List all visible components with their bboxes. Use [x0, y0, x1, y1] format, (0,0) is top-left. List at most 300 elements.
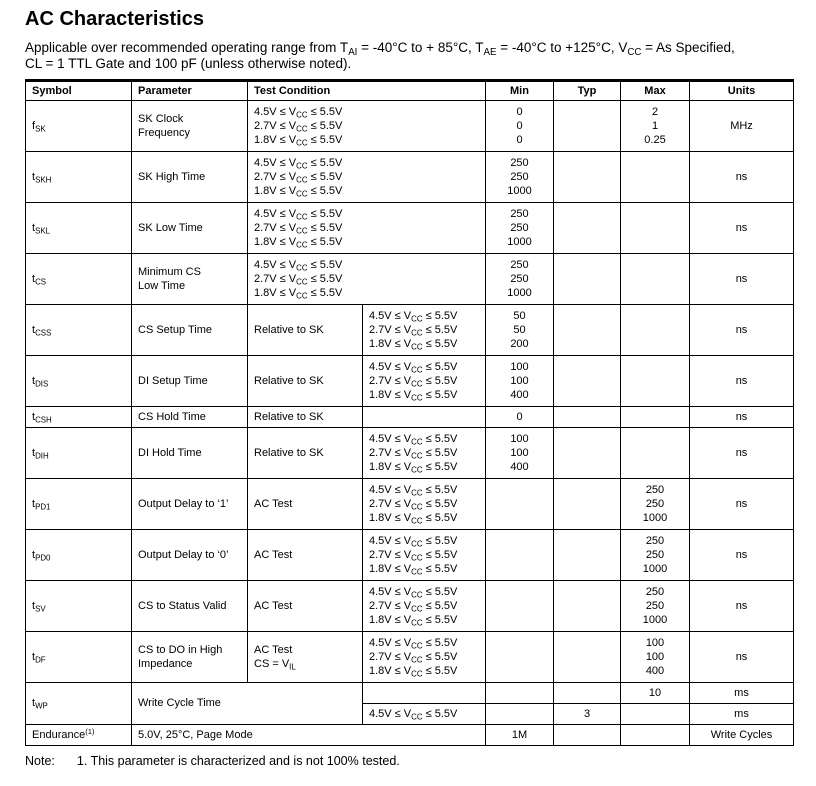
vcc-range: [369, 374, 479, 388]
vcc-sub: CC: [411, 516, 423, 526]
symbol-cell: [26, 356, 132, 407]
symbol: t: [32, 497, 36, 510]
min-cell: [486, 305, 554, 356]
header-test-condition: Test Condition: [248, 81, 486, 101]
units-cell: [690, 254, 794, 305]
min-cell: [486, 152, 554, 203]
parameter-cell: [132, 479, 248, 530]
parameter-line: Impedance: [138, 658, 193, 670]
symbol-cell: [26, 305, 132, 356]
max-value: 1000: [642, 614, 668, 627]
vcc-cell: [363, 356, 486, 407]
max-value: 0.25: [644, 134, 666, 147]
symbol-subscript: CS: [35, 277, 47, 287]
symbol: t: [32, 446, 36, 459]
vcc-range: [369, 650, 479, 664]
vcc-sub: CC: [411, 669, 423, 679]
parameter-line: Low Time: [138, 280, 186, 292]
vcc-pre: 4.5V ≤ V: [254, 207, 297, 220]
vcc-sub: CC: [411, 328, 423, 338]
min-value: 50: [513, 309, 526, 322]
vcc-range: [369, 360, 479, 374]
vcc-range: [369, 309, 479, 323]
symbol: t: [32, 170, 36, 183]
max-value: 250: [645, 497, 665, 510]
symbol-cell: [26, 632, 132, 683]
vcc-post: ≤ 5.5V: [422, 707, 458, 720]
min-cell: [486, 479, 554, 530]
vcc-post: ≤ 5.5V: [307, 207, 343, 220]
table-row: [26, 305, 794, 356]
vcc-post: ≤ 5.5V: [422, 585, 458, 598]
max-cell: [621, 407, 690, 428]
vcc-sub: CC: [411, 465, 423, 475]
vcc-sub: CC: [411, 655, 423, 665]
vcc-post: ≤ 5.5V: [422, 483, 458, 496]
min-value: 400: [510, 389, 529, 402]
max-cell: [621, 581, 690, 632]
vcc-sub: CC: [296, 189, 308, 199]
table-row-write-cycle: [26, 683, 794, 704]
reference-line: Relative to SK: [254, 374, 324, 387]
units-cell: [690, 203, 794, 254]
vcc-post: ≤ 5.5V: [422, 432, 458, 445]
table-row-endurance: [26, 725, 794, 746]
vcc-cell: [248, 101, 486, 152]
parameter-line: DI Setup Time: [138, 374, 208, 387]
vcc-pre: 1.8V ≤ V: [369, 614, 412, 627]
vcc-range: [369, 497, 479, 511]
parameter-cell: [132, 305, 248, 356]
page-title: AC Characteristics: [25, 8, 204, 30]
vcc-post: ≤ 5.5V: [422, 389, 458, 402]
typ-cell: [554, 305, 621, 356]
vcc-post: ≤ 5.5V: [422, 374, 458, 387]
min-value: 100: [510, 446, 529, 459]
symbol-subscript: DIH: [35, 451, 49, 461]
vcc-post: ≤ 5.5V: [307, 272, 343, 285]
max-value: 100: [645, 650, 665, 663]
symbol-cell: [26, 203, 132, 254]
min-value: 0: [516, 119, 523, 132]
symbol: t: [32, 599, 36, 612]
vcc-pre: 4.5V ≤ V: [369, 483, 412, 496]
vcc-cell: [363, 683, 486, 704]
units-cell: [690, 725, 794, 746]
vcc-range: [369, 585, 479, 599]
reference-line: Relative to SK: [254, 410, 324, 423]
parameter-cell: [132, 152, 248, 203]
vcc-sub: CC: [411, 502, 423, 512]
vcc-pre: 2.7V ≤ V: [254, 221, 297, 234]
vcc-sub: CC: [411, 364, 423, 374]
max-cell: [621, 428, 690, 479]
vcc-pre: 4.5V ≤ V: [369, 707, 412, 720]
units: ns: [735, 410, 748, 423]
header-parameter: Parameter: [132, 81, 248, 101]
typ-cell: [554, 101, 621, 152]
vcc-sub: CC: [411, 487, 423, 497]
parameter-cell: [132, 407, 248, 428]
symbol-cell: [26, 407, 132, 428]
symbol: t: [32, 650, 36, 663]
vcc-pre: 4.5V ≤ V: [369, 585, 412, 598]
units-cell: [690, 530, 794, 581]
parameter-line: Output Delay to ‘0’: [138, 548, 229, 561]
symbol-cell: [26, 254, 132, 305]
vcc-post: ≤ 5.5V: [422, 446, 458, 459]
reference-cell: [248, 356, 363, 407]
vcc-pre: 2.7V ≤ V: [254, 272, 297, 285]
vcc-sub: CC: [411, 640, 423, 650]
vcc-sub: CC: [411, 451, 423, 461]
vcc-pre: 1.8V ≤ V: [369, 563, 412, 576]
units: ns: [735, 650, 748, 663]
max-cell: [621, 203, 690, 254]
units-cell: [690, 428, 794, 479]
min-value: 250: [510, 170, 529, 183]
min-cell: [486, 254, 554, 305]
units-cell: [690, 632, 794, 683]
symbol-cell: [26, 428, 132, 479]
symbol: t: [32, 410, 36, 423]
typ-cell: [554, 203, 621, 254]
min-value: 100: [510, 432, 529, 445]
vcc-range: [254, 258, 479, 272]
vcc-sub: CC: [411, 436, 423, 446]
max-cell: [621, 683, 690, 704]
vcc-range: [254, 272, 479, 286]
symbol: t: [32, 221, 36, 234]
units: ms: [734, 686, 749, 699]
vcc-pre: 2.7V ≤ V: [369, 446, 412, 459]
min-value: 0: [516, 105, 523, 118]
max-value: 1000: [642, 512, 668, 525]
units: ns: [735, 548, 748, 561]
vcc-cell: [363, 407, 486, 428]
vcc-sub: CC: [296, 226, 308, 236]
typ-cell: [554, 254, 621, 305]
min-cell: [486, 530, 554, 581]
table-row: [26, 428, 794, 479]
subtitle: [25, 40, 815, 72]
vcc-sub: CC: [296, 160, 308, 170]
typ-cell: [554, 530, 621, 581]
typ-cell: [554, 725, 621, 746]
typ-cell: [554, 479, 621, 530]
vcc-pre: 4.5V ≤ V: [254, 156, 297, 169]
symbol-subscript: SKL: [35, 226, 51, 236]
units: Write Cycles: [710, 728, 773, 741]
max-value: 250: [645, 548, 665, 561]
vcc-cell: [248, 152, 486, 203]
vcc-post: ≤ 5.5V: [307, 287, 343, 300]
vcc-range: [254, 170, 479, 184]
min-cell: [486, 632, 554, 683]
vcc-post: ≤ 5.5V: [422, 338, 458, 351]
reference-line: Relative to SK: [254, 446, 324, 459]
vcc-pre: 4.5V ≤ V: [369, 309, 412, 322]
vcc-sub: CC: [411, 604, 423, 614]
vcc-post: ≤ 5.5V: [307, 221, 343, 234]
vcc-pre: 1.8V ≤ V: [369, 665, 412, 678]
typ-cell: [554, 407, 621, 428]
table-row: [26, 479, 794, 530]
min-cell: [486, 407, 554, 428]
min-value: 1000: [507, 287, 532, 300]
reference-cell: [248, 428, 363, 479]
note-label: Note:: [25, 754, 55, 768]
vcc-post: ≤ 5.5V: [307, 236, 343, 249]
vcc-post: ≤ 5.5V: [307, 185, 343, 198]
table-row: [26, 152, 794, 203]
table-row: [26, 356, 794, 407]
vcc-post: ≤ 5.5V: [422, 665, 458, 678]
reference-cell: [248, 479, 363, 530]
max-value: 250: [645, 534, 665, 547]
vcc-post: ≤ 5.5V: [422, 461, 458, 474]
reference-cell: [248, 407, 363, 428]
typ-cell: [554, 428, 621, 479]
vcc-range: [254, 286, 479, 300]
subtitle-text: = -40°C to +125°C, V: [496, 40, 628, 55]
units: ns: [735, 374, 748, 387]
vcc-pre: 4.5V ≤ V: [254, 258, 297, 271]
min-value: 1000: [507, 185, 532, 198]
parameter-line: CS Hold Time: [138, 410, 206, 423]
ac-characteristics-table: [25, 79, 794, 746]
symbol-subscript: CSH: [35, 415, 52, 425]
min-cell: [486, 428, 554, 479]
vcc-pre: 1.8V ≤ V: [369, 389, 412, 402]
vcc-pre: 1.8V ≤ V: [369, 512, 412, 525]
vcc-pre: 2.7V ≤ V: [369, 650, 412, 663]
subtitle-line2: CL = 1 TTL Gate and 100 pF (unless otherwise noted).: [25, 56, 352, 71]
subtitle-sub: CC: [627, 46, 642, 58]
min-value: 1000: [507, 236, 532, 249]
min-value: 250: [510, 272, 529, 285]
vcc-range: [254, 184, 479, 198]
min-cell: [486, 101, 554, 152]
max-cell: [621, 530, 690, 581]
vcc-range: [369, 432, 479, 446]
units: ns: [735, 599, 748, 612]
vcc-post: ≤ 5.5V: [422, 599, 458, 612]
vcc-range: [369, 511, 479, 525]
vcc-post: ≤ 5.5V: [422, 534, 458, 547]
min-cell: [486, 725, 554, 746]
vcc-range: [254, 156, 479, 170]
units-cell: [690, 101, 794, 152]
typ-cell: [554, 632, 621, 683]
vcc-range: [254, 105, 479, 119]
vcc-range: [369, 337, 479, 351]
symbol-cell: [26, 581, 132, 632]
vcc-pre: 2.7V ≤ V: [369, 374, 412, 387]
vcc-range: [369, 388, 479, 402]
reference-line: AC Test: [254, 643, 293, 656]
reference-cell: [248, 530, 363, 581]
min-value: 50: [513, 323, 526, 336]
table-row: [26, 632, 794, 683]
vcc-range: [254, 207, 479, 221]
max-cell: [621, 101, 690, 152]
max-value: 2: [651, 105, 659, 118]
symbol-cell: [26, 101, 132, 152]
vcc-pre: 4.5V ≤ V: [369, 636, 412, 649]
units-cell: [690, 152, 794, 203]
vcc-post: ≤ 5.5V: [422, 512, 458, 525]
vcc-cell: [363, 530, 486, 581]
max-value: 400: [645, 665, 665, 678]
symbol: f: [32, 119, 36, 132]
reference-sub: IL: [289, 662, 296, 672]
header-units: Units: [690, 81, 794, 101]
vcc-sub: CC: [296, 138, 308, 148]
vcc-post: ≤ 5.5V: [307, 258, 343, 271]
vcc-cell: [363, 632, 486, 683]
vcc-range: [369, 446, 479, 460]
reference-cell: [248, 632, 363, 683]
min-value: 400: [510, 461, 529, 474]
symbol-subscript: DIS: [35, 379, 49, 389]
vcc-post: ≤ 5.5V: [422, 309, 458, 322]
vcc-cell: [363, 704, 486, 725]
note-text: 1. This parameter is characterized and is not 100% tested.: [76, 754, 400, 768]
vcc-cell: [248, 203, 486, 254]
parameter-cell: [132, 254, 248, 305]
units-cell: [690, 356, 794, 407]
parameter-line: SK Low Time: [138, 221, 203, 234]
vcc-post: ≤ 5.5V: [422, 497, 458, 510]
min-value: 250: [510, 258, 529, 271]
symbol-cell: [26, 683, 132, 725]
header-max: Max: [621, 81, 690, 101]
symbol-cell: [26, 725, 132, 746]
vcc-pre: 4.5V ≤ V: [369, 360, 412, 373]
parameter-cell: [132, 428, 248, 479]
subtitle-sub: AE: [483, 46, 497, 58]
max-value: 1: [651, 119, 659, 132]
vcc-range: [369, 636, 479, 650]
min-cell: [486, 581, 554, 632]
parameter-line: DI Hold Time: [138, 446, 202, 459]
parameter-line: CS to DO in High: [138, 643, 223, 656]
header-symbol: Symbol: [26, 81, 132, 101]
vcc-range: [254, 235, 479, 249]
min-value: 1M: [511, 728, 528, 741]
min-value: 200: [510, 338, 529, 351]
vcc-pre: 2.7V ≤ V: [369, 599, 412, 612]
vcc-post: ≤ 5.5V: [307, 119, 343, 132]
min-cell: [486, 203, 554, 254]
parameter-cell: [132, 581, 248, 632]
typ-cell: [554, 152, 621, 203]
vcc-range: [369, 562, 479, 576]
max-cell: [621, 152, 690, 203]
max-cell: [621, 254, 690, 305]
subtitle-text: = As Specified,: [641, 40, 735, 55]
max-cell: [621, 479, 690, 530]
max-cell: [621, 704, 690, 725]
vcc-range: [369, 534, 479, 548]
symbol-cell: [26, 530, 132, 581]
min-cell: [486, 683, 554, 704]
typ-cell: [554, 356, 621, 407]
vcc-pre: 4.5V ≤ V: [254, 105, 297, 118]
symbol-subscript: SV: [35, 604, 46, 614]
vcc-sub: CC: [411, 538, 423, 548]
reference-cell: [248, 581, 363, 632]
max-cell: [621, 305, 690, 356]
symbol-subscript: PD0: [35, 553, 51, 563]
vcc-sub: CC: [296, 291, 308, 301]
units-cell: [690, 479, 794, 530]
vcc-pre: 2.7V ≤ V: [369, 323, 412, 336]
vcc-cell: [363, 581, 486, 632]
vcc-range: [369, 483, 479, 497]
header-min: Min: [486, 81, 554, 101]
vcc-pre: 2.7V ≤ V: [369, 497, 412, 510]
max-value: 250: [645, 483, 665, 496]
vcc-range: [369, 548, 479, 562]
units: ns: [735, 221, 748, 234]
symbol-subscript: PD1: [35, 502, 51, 512]
symbol-cell: [26, 479, 132, 530]
subtitle-text: = -40°C to + 85°C, T: [357, 40, 484, 55]
vcc-pre: 4.5V ≤ V: [369, 432, 412, 445]
vcc-post: ≤ 5.5V: [422, 614, 458, 627]
vcc-pre: 1.8V ≤ V: [254, 236, 297, 249]
table-row: [26, 581, 794, 632]
units-cell: [690, 305, 794, 356]
vcc-post: ≤ 5.5V: [422, 323, 458, 336]
units: MHz: [730, 119, 753, 132]
vcc-pre: 1.8V ≤ V: [369, 461, 412, 474]
min-value: 0: [516, 134, 523, 147]
min-value: 250: [510, 207, 529, 220]
units-cell: [690, 407, 794, 428]
vcc-pre: 4.5V ≤ V: [369, 534, 412, 547]
condition: 5.0V, 25°C, Page Mode: [138, 728, 253, 741]
table-row: [26, 530, 794, 581]
units-cell: [690, 704, 794, 725]
reference-cell: [248, 305, 363, 356]
min-value: 250: [510, 221, 529, 234]
vcc-sub: CC: [411, 618, 423, 628]
header-typ: Typ: [554, 81, 621, 101]
vcc-cell: [248, 254, 486, 305]
vcc-sub: CC: [411, 567, 423, 577]
vcc-post: ≤ 5.5V: [422, 650, 458, 663]
units: ns: [735, 272, 748, 285]
min-value: 100: [510, 360, 529, 373]
vcc-sub: CC: [411, 379, 423, 389]
parameter-line: Frequency: [138, 127, 190, 139]
symbol-subscript: DF: [35, 655, 46, 665]
symbol: Endurance: [32, 728, 86, 741]
vcc-pre: 2.7V ≤ V: [369, 548, 412, 561]
subtitle-sub: AI: [348, 46, 358, 58]
max-value: 10: [648, 686, 662, 699]
typ-cell: [554, 581, 621, 632]
vcc-sub: CC: [411, 553, 423, 563]
vcc-pre: 2.7V ≤ V: [254, 119, 297, 132]
max-cell: [621, 356, 690, 407]
min-cell: [486, 356, 554, 407]
vcc-post: ≤ 5.5V: [307, 170, 343, 183]
symbol-subscript: SK: [35, 124, 46, 134]
